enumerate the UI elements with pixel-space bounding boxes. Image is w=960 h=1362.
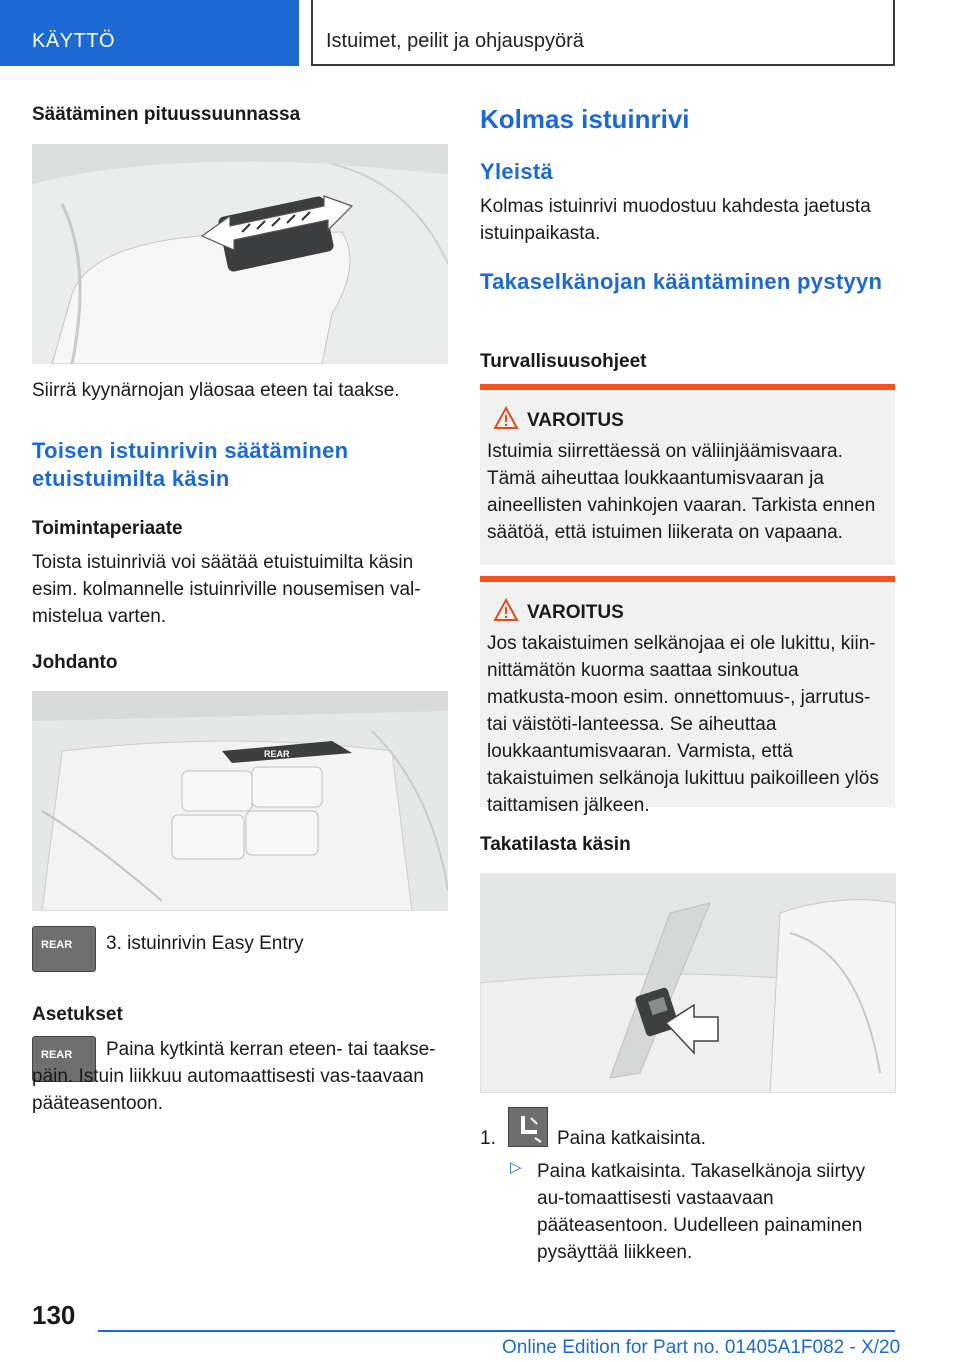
heading-settings: Asetukset: [32, 1004, 123, 1025]
footer-divider: [98, 1330, 895, 1332]
warning-text-2: Jos takaistuimen selkänojaa ei ole lukittu, kiin-nittämätön kuorma saattaa sinkoutua matkusta-moon esim. onnettomuus-, jarrutus- tai väistöti-lanteessa. Se aiheuttaa loukkaantumisvaaran. Varmista, että takaistuimen selkänoja lukittuu paikoilleen ylös taittamisen jälkeen.: [487, 633, 879, 816]
heading-third-row: Kolmas istuinrivi: [480, 104, 690, 134]
warning-box-1: [480, 384, 895, 565]
heading-principle: Toimintaperiaate: [32, 518, 183, 539]
general-text: Kolmas istuinrivi muodostuu kahdesta jaetusta istuinpaikasta.: [480, 196, 871, 244]
heading-from-rear: Takatilasta käsin: [480, 834, 631, 855]
warning-text-1: Istuimia siirrettäessä on väliinjäämisvaara. Tämä aiheuttaa loukkaantumisvaaran ja aineellisten vahinkojen vaaran. Tarkista ennen säätöä, että istuimen liikerata on vapaana.: [487, 441, 876, 543]
heading-longitudinal: Säätäminen pituussuunnassa: [32, 104, 301, 125]
rear-seat-button-icon: REAR: [32, 926, 96, 972]
warning-box-2: [480, 576, 895, 816]
warning-title-1: VAROITUS: [527, 410, 887, 438]
warning-triangle-icon: [493, 598, 519, 622]
caption-armrest: Siirrä kyynärnojan yläosaa eteen tai taakse.: [32, 380, 400, 401]
footer-edition: Online Edition for Part no. 01405A1F082 - X/20: [502, 1337, 901, 1358]
bullet-text: Paina katkaisinta. Takaselkänoja siirtyy au-tomaattisesti vastaavaan pääteasentoon. Uudelleen painaminen pysäyttää liikkeen.: [537, 1161, 866, 1263]
bullet-arrow-icon: ▷: [510, 1159, 522, 1176]
heading-backrest: Takaselkänojan kääntäminen pystyyn: [480, 269, 883, 294]
page-number: 130: [32, 1300, 76, 1330]
step-1-text: Paina katkaisinta.: [557, 1128, 706, 1149]
rear-seat-button-icon: REAR: [32, 1036, 96, 1082]
chapter-title: Istuimet, peilit ja ohjauspyörä: [311, 0, 895, 66]
backrest-release-illustration: [480, 873, 896, 1093]
warning-triangle-icon: [493, 406, 519, 430]
easy-entry-label: 3. istuinrivin Easy Entry: [106, 933, 304, 954]
section-tab: KÄYTTÖ: [0, 0, 299, 66]
warning-title-2: VAROITUS: [527, 602, 887, 630]
heading-intro: Johdanto: [32, 652, 118, 673]
armrest-illustration: [32, 144, 448, 364]
svg-text:REAR: REAR: [264, 749, 290, 759]
step-1-number: 1.: [480, 1128, 496, 1149]
heading-general: Yleistä: [480, 159, 554, 184]
heading-second-row: Toisen istuinrivin säätäminen etuistuimilta käsin: [32, 438, 349, 491]
principle-text: Toista istuinriviä voi säätää etuistuimilta käsin esim. kolmannelle istuinriville nousemisen val-mistelua varten.: [32, 552, 421, 627]
heading-safety: Turvallisuusohjeet: [480, 351, 647, 372]
rear-button-illustration: [32, 691, 448, 911]
seat-backrest-icon: [508, 1107, 548, 1147]
settings-text: Paina kytkintä kerran eteen- tai taakse-päin. Istuin liikkuu automaattisesti vas-taavaan pääteasentoon.: [32, 1039, 436, 1114]
